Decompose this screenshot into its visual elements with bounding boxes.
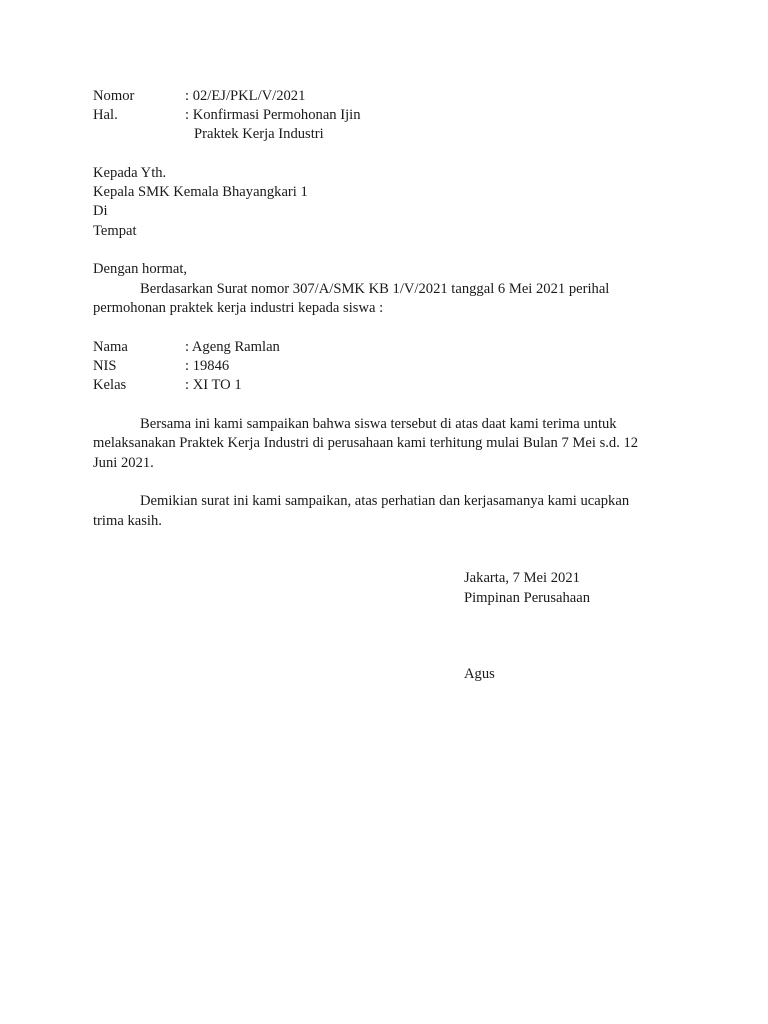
nis-value: : 19846 <box>185 358 230 374</box>
para1-line1: Berdasarkan Surat nomor 307/A/SMK KB 1/V/2021 tanggal 6 Mei 2021 perihal <box>140 281 610 297</box>
nomor-value: : 02/EJ/PKL/V/2021 <box>185 88 306 104</box>
greeting: Dengan hormat, <box>93 261 188 277</box>
para1-line2: permohonan praktek kerja industri kepada siswa : <box>93 300 384 316</box>
nomor-label: Nomor <box>93 88 135 104</box>
hal-label: Hal. <box>93 107 118 123</box>
para2-line1: Bersama ini kami sampaikan bahwa siswa tersebut di atas daat kami terima untuk <box>140 416 617 432</box>
para3-line2: trima kasih. <box>93 513 162 529</box>
recipient-line4: Tempat <box>93 223 137 239</box>
kelas-label: Kelas <box>93 377 127 393</box>
nama-label: Nama <box>93 339 128 355</box>
kelas-value: : XI TO 1 <box>185 377 242 393</box>
recipient-line1: Kepada Yth. <box>93 165 167 181</box>
signature-title: Pimpinan Perusahaan <box>464 590 591 606</box>
para3-line1: Demikian surat ini kami sampaikan, atas perhatian dan kerjasamanya kami ucapkan <box>140 493 630 509</box>
signature-name: Agus <box>464 666 495 682</box>
recipient-line3: Di <box>93 203 108 219</box>
para2-line2: melaksanakan Praktek Kerja Industri di perusahaan kami terhitung mulai Bulan 7 Mei s.d. 12 <box>93 435 639 451</box>
hal-value-line2: Praktek Kerja Industri <box>194 126 324 142</box>
para2-line3: Juni 2021. <box>93 455 154 471</box>
hal-value-line1: : Konfirmasi Permohonan Ijin <box>185 107 361 123</box>
signature-place-date: Jakarta, 7 Mei 2021 <box>464 570 580 586</box>
nama-value: : Ageng Ramlan <box>185 339 280 355</box>
nis-label: NIS <box>93 358 117 374</box>
recipient-line2: Kepala SMK Kemala Bhayangkari 1 <box>93 184 308 200</box>
